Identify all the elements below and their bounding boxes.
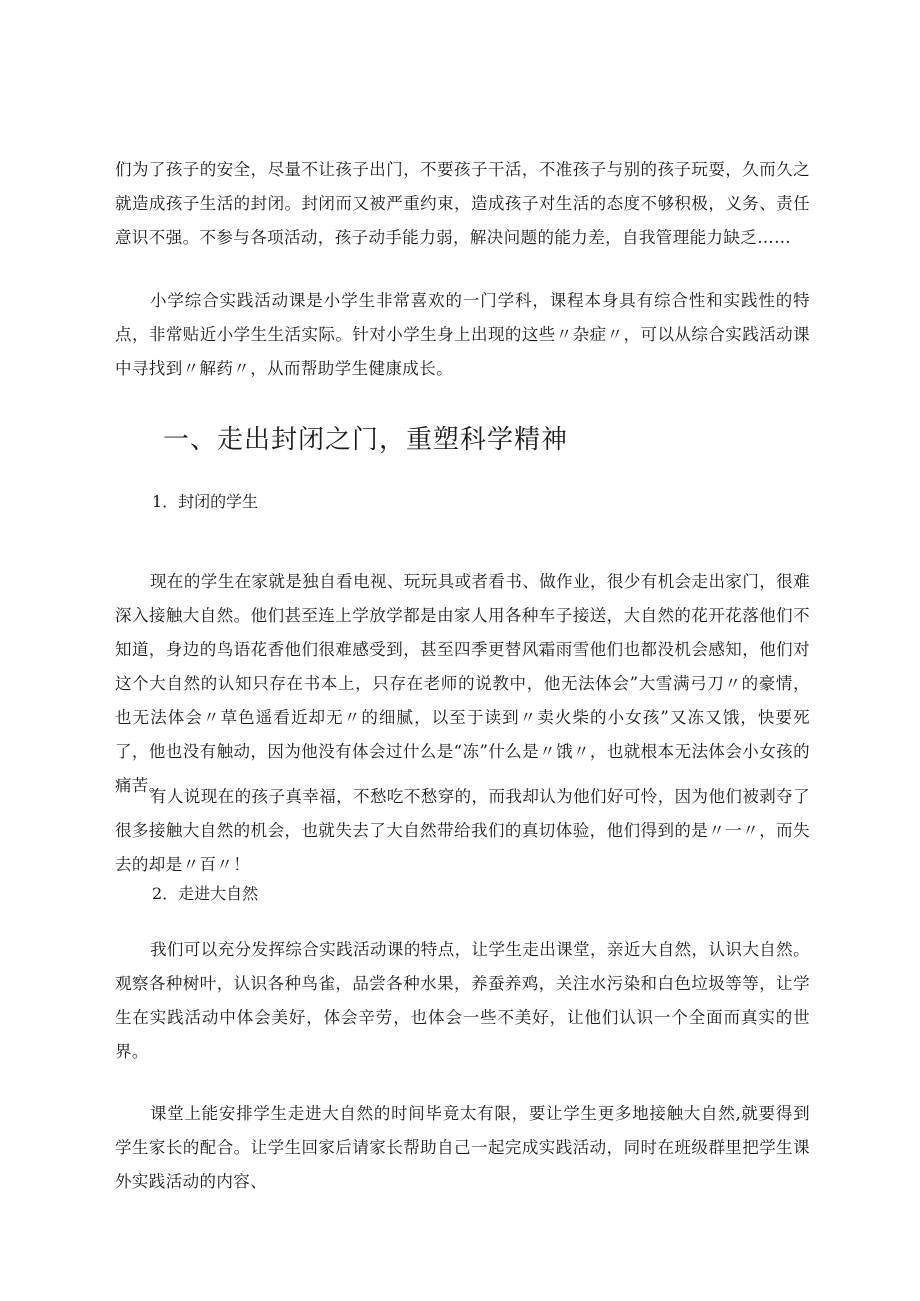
paragraph-happy-children: 有人说现在的孩子真幸福，不愁吃不愁穿的，而我却认为他们好可怜，因为他们被剥夺了很多接触大自然的机会，也就失去了大自然带给我们的真切体验，他们得到的是〃一〃，而失去的却是〃百〃！: [115, 787, 810, 874]
subheading-into-nature: 2．走进大自然: [152, 884, 259, 903]
paragraph-course-intro: 小学综合实践活动课是小学生非常喜欢的一门学科，课程本身具有综合性和实践性的特点，非常贴近小学生生活实际。针对小学生身上出现的这些〃杂症〃，可以从综合实践活动课中寻找到〃解药〃，从而帮助学生健康成长。: [115, 291, 810, 378]
paragraph-students-at-home: 现在的学生在家就是独自看电视、玩玩具或者看书、做作业，很少有机会走出家门，很难深入接触大自然。他们甚至连上学放学都是由家人用各种车子接送，大自然的花开花落他们不知道，身边的鸟语花香他们很难感受到，甚至四季更替风霜雨雪他们也都没机会感知，他们对这个大自然的认知只存在书本上，只存在老师的说教中，他无法体会”大雪满弓刀〃的豪情，也无法体会〃草色遥看近却无〃的细腻，以至于读到〃卖火柴的小女孩”又冻又饿，快要死了，他也没有触动，因为他没有体会过什么是“冻”什么是〃饿〃，也就根本无法体会小女孩的痛苦。: [115, 572, 810, 795]
paragraph-parent-cooperation: 课堂上能安排学生走进大自然的时间毕竟太有限，要让学生更多地接触大自然,就要得到学生家长的配合。让学生回家后请家长帮助自己一起完成实践活动，同时在班级群里把学生课外实践活动的内容、: [115, 1104, 810, 1191]
subheading-closed-students: 1．封闭的学生: [152, 492, 259, 511]
paragraph-closed-life: 们为了孩子的安全，尽量不让孩子出门，不要孩子干活，不准孩子与别的孩子玩耍，久而久之就造成孩子生活的封闭。封闭而又被严重约束，造成孩子对生活的态度不够积极，义务、责任意识不强。不参与各项活动，孩子动手能力弱，解决问题的能力差，自我管理能力缺乏……: [115, 160, 810, 247]
section-heading: 一、走出封闭之门，重塑科学精神: [163, 425, 569, 455]
paragraph-practice-activities: 我们可以充分发挥综合实践活动课的特点，让学生走出课堂，亲近大自然，认识大自然。观察各种树叶，认识各种鸟雀，品尝各种水果，养蚕养鸡，关注水污染和白色垃圾等等，让学生在实践活动中体会美好，体会辛劳，也体会一些不美好，让他们认识一个全面而真实的世界。: [115, 940, 810, 1061]
